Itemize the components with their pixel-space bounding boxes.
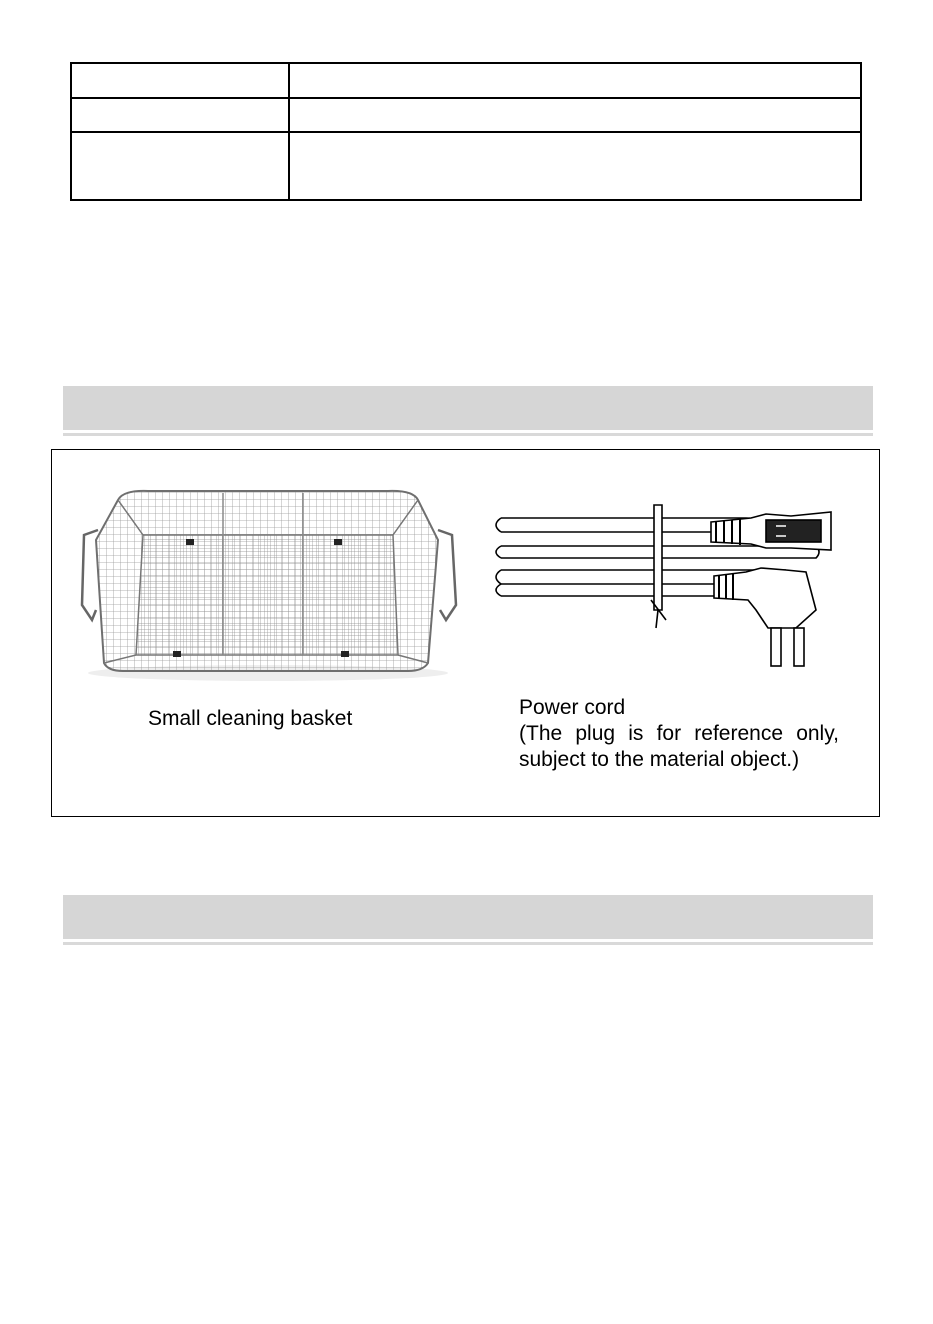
table-cell-label [71,132,289,200]
section-header-bar [63,895,873,939]
table-cell-value [289,63,861,98]
table-cell-label [71,98,289,132]
table-cell-value [289,132,861,200]
section-divider [63,433,873,436]
table-cell-label [71,63,289,98]
table-row [71,132,861,200]
table-row [71,98,861,132]
table-row [71,63,861,98]
power-cord-caption-line: subject to the material object.) [519,748,800,771]
power-cord-caption-line: (The plug is for reference only, [519,722,839,745]
accessories-panel [51,449,880,817]
section-header-bar [63,386,873,430]
spec-table [70,62,862,201]
table-cell-value [289,98,861,132]
basket-caption: Small cleaning basket [148,707,353,730]
power-cord-illustration [486,500,836,670]
wire-basket-illustration [78,485,468,685]
section-divider [63,942,873,945]
power-cord-caption-line: Power cord [519,696,626,719]
power-cord-caption [519,695,839,773]
